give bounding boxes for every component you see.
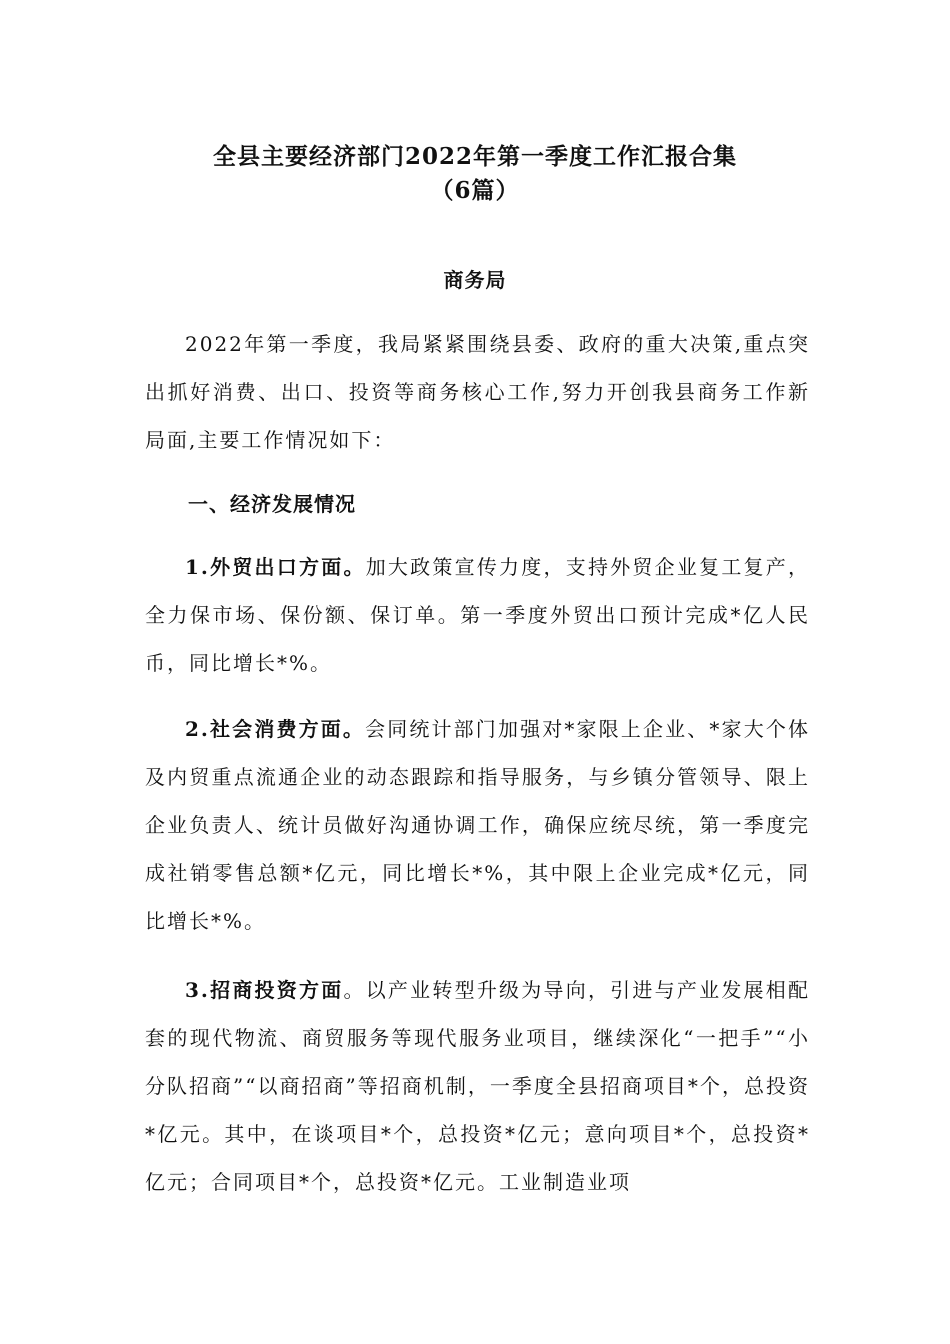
department-heading: 商务局: [443, 268, 507, 292]
section-heading: 一、经济发展情况: [188, 492, 356, 516]
paragraph-body: 加大政策宣传力度，支持外贸企业复工复产，全力保市场、保份额、保订单。第一季度外贸出口预计完成*亿人民币，同比增长*%。: [145, 555, 811, 675]
paragraph-body: 会同统计部门加强对*家限上企业、*家大个体及内贸重点流通企业的动态跟踪和指导服务，与乡镇分管领导、限上企业负责人、统计员做好沟通协调工作，确保应统尽统，第一季度完成社销零售总额*亿元，同比增长*%，其中限上企业完成*亿元，同比增长*%。: [145, 717, 810, 933]
paragraph-consumption: [145, 705, 810, 945]
paragraph-lead: 2.社会消费方面。: [185, 717, 366, 741]
paragraph-lead: 1.外贸出口方面。: [185, 555, 366, 579]
paragraph-body: 。以产业转型升级为导向，引进与产业发展相配套的现代物流、商贸服务等现代服务业项目，继续深化“一把手”“小分队招商”“以商招商”等招商机制，一季度全县招商项目*个，总投资*亿元。其中，在谈项目*个，总投资*亿元；意向项目*个，总投资*亿元；合同项目*个，总投资*亿元。工业制造业项: [145, 978, 810, 1194]
paragraph-foreign-trade: [145, 543, 810, 687]
intro-paragraph: 2022年第一季度，我局紧紧围绕县委、政府的重大决策,重点突出抓好消费、出口、投资等商务核心工作,努力开创我县商务工作新局面,主要工作情况如下：: [145, 332, 810, 452]
paragraph-lead: 3.招商投资方面: [185, 978, 344, 1002]
document-title: 全县主要经济部门2022年第一季度工作汇报合集: [212, 143, 737, 170]
document-title-count: （6篇）: [430, 177, 520, 204]
paragraph-investment: [145, 966, 810, 1206]
